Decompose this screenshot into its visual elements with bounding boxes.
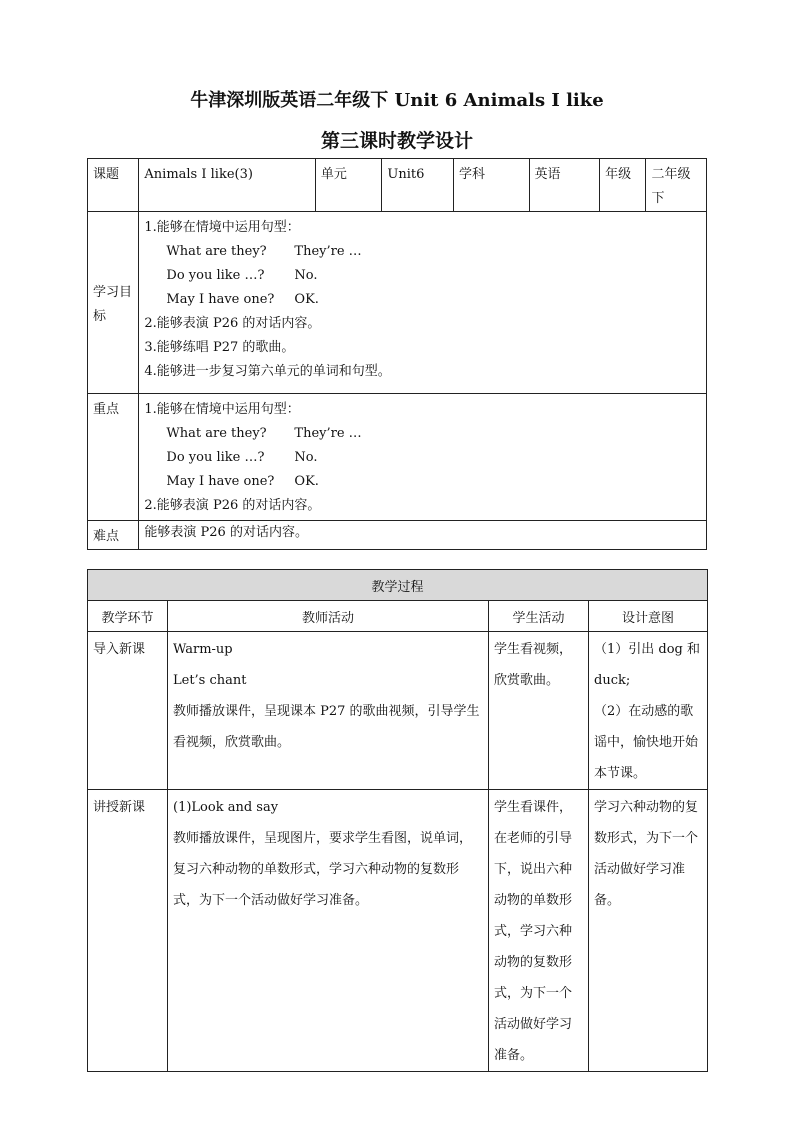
- key-item-2: 2.能够表演 P26 的对话内容。: [144, 498, 321, 513]
- label-subject: 学科: [453, 159, 529, 212]
- header-student-activity: 学生活动: [489, 601, 589, 632]
- topic-value: Animals I like(3): [139, 159, 315, 212]
- pattern-row: [144, 264, 701, 288]
- pattern-answer: No.: [294, 450, 318, 465]
- info-table: [87, 158, 707, 550]
- goal-item-4: 4.能够进一步复习第六单元的单词和句型。: [144, 364, 391, 379]
- teacher-line: Warm-up: [173, 642, 233, 657]
- label-grade: 年级: [600, 159, 646, 212]
- goals-content: [139, 212, 707, 394]
- goal-item-3: 3.能够练唱 P27 的歌曲。: [144, 340, 295, 355]
- key-item-1: 1.能够在情境中运用句型：: [144, 402, 300, 417]
- intent-line: 学习六种动物的复数形式，为下一个活动做好学习准备。: [594, 800, 699, 908]
- intent-line: （1）引出 dog 和 duck;: [594, 642, 701, 688]
- pattern-answer: They’re …: [294, 426, 362, 441]
- label-unit: 单元: [315, 159, 382, 212]
- label-key-points: 重点: [88, 394, 139, 521]
- teacher-line: Let’s chant: [173, 673, 247, 688]
- pattern-question: Do you like …?: [166, 268, 265, 283]
- teacher-activity-cell: [168, 632, 489, 790]
- label-topic: 课题: [88, 159, 139, 212]
- document-title: 牛津深圳版英语二年级下 Unit 6 Animals I like: [190, 90, 604, 111]
- pattern-answer: OK.: [294, 474, 319, 489]
- grade-value: 二年级下: [646, 159, 707, 212]
- table-row: [88, 632, 708, 790]
- teacher-line: (1)Look and say: [173, 800, 279, 815]
- subject-value: 英语: [529, 159, 600, 212]
- key-points-content: [139, 394, 707, 521]
- label-goals: 学习目标: [88, 212, 139, 394]
- process-title: 教学过程: [88, 570, 708, 601]
- pattern-row: [144, 240, 701, 264]
- header-teacher-activity: 教师活动: [168, 601, 489, 632]
- pattern-question: May I have one?: [166, 474, 275, 489]
- label-difficult-points: 难点: [88, 521, 139, 550]
- pattern-answer: OK.: [294, 292, 319, 307]
- pattern-row: [144, 470, 701, 494]
- pattern-answer: No.: [294, 268, 318, 283]
- header-stage: 教学环节: [88, 601, 168, 632]
- teacher-line: 教师播放课件，呈现课本 P27 的歌曲视频，引导学生看视频，欣赏歌曲。: [173, 704, 480, 750]
- unit-value: Unit6: [382, 159, 454, 212]
- pattern-row: [144, 422, 701, 446]
- goal-item-1: 1.能够在情境中运用句型：: [144, 220, 300, 235]
- design-intent-cell: [589, 790, 708, 1072]
- pattern-question: Do you like …?: [166, 450, 265, 465]
- pattern-question: What are they?: [166, 426, 267, 441]
- header-design-intent: 设计意图: [589, 601, 708, 632]
- teacher-activity-cell: [168, 790, 489, 1072]
- pattern-answer: They’re …: [294, 244, 362, 259]
- stage-cell: 讲授新课: [88, 790, 168, 1072]
- student-activity-cell: 学生看课件，在老师的引导下，说出六种动物的单数形式，学习六种动物的复数形式，为下一个活动做好学习准备。: [489, 790, 589, 1072]
- intent-line: （2）在动感的歌谣中，愉快地开始本节课。: [594, 704, 699, 781]
- process-table: [87, 569, 708, 1072]
- pattern-question: May I have one?: [166, 292, 275, 307]
- pattern-row: [144, 288, 701, 312]
- design-intent-cell: [589, 632, 708, 790]
- pattern-row: [144, 446, 701, 470]
- stage-cell: 导入新课: [88, 632, 168, 790]
- difficult-points-content: 能够表演 P26 的对话内容。: [139, 521, 707, 550]
- table-row: [88, 790, 708, 1072]
- pattern-question: What are they?: [166, 244, 267, 259]
- document-subtitle: 第三课时教学设计: [320, 130, 473, 152]
- teacher-line: 教师播放课件，呈现图片，要求学生看图，说单词，复习六种动物的单数形式，学习六种动物的复数形式，为下一个活动做好学习准备。: [173, 831, 473, 908]
- student-activity-cell: 学生看视频，欣赏歌曲。: [489, 632, 589, 790]
- goal-item-2: 2.能够表演 P26 的对话内容。: [144, 316, 321, 331]
